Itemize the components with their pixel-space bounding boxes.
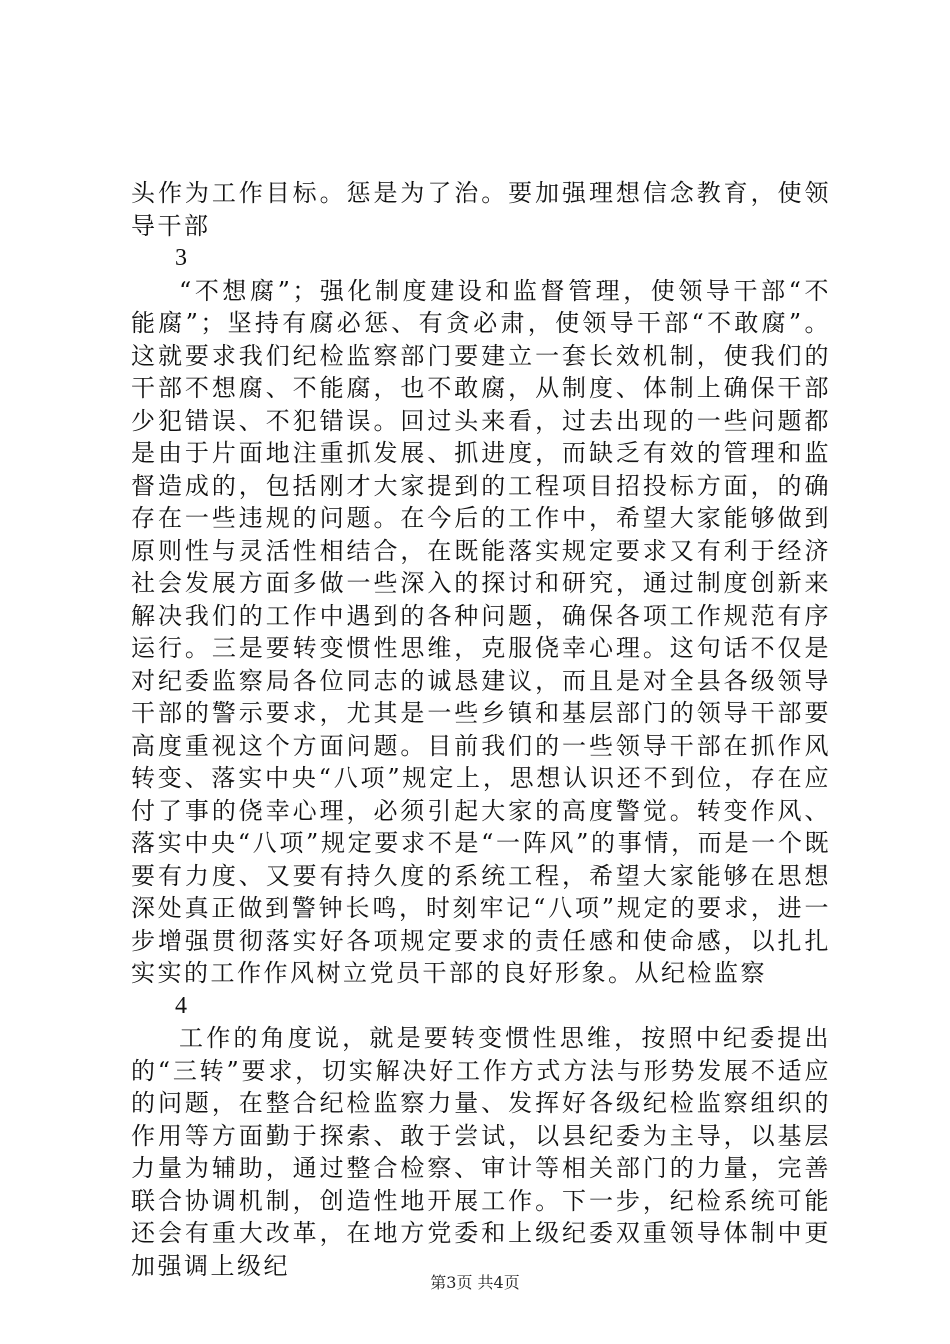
page-footer: 第3页 共4页 xyxy=(430,1273,520,1292)
document-body xyxy=(131,177,831,1282)
page-marker-3: 3 xyxy=(175,245,187,271)
paragraph-main: “不想腐”；强化制度建设和监督管理，使领导干部“不能腐”；坚持有腐必惩、有贪必肃，使领导干部“不敢腐”。这就要求我们纪检监察部门要建立一套长效机制，使我们的干部不想腐、不能腐，也不敢腐，从制度、体制上确保干部少犯错误、不犯错误。回过头来看，过去出现的一些问题都是由于片面地注重抓发展、抓进度，而缺乏有效的管理和监督造成的，包括刚才大家提到的工程项目招投标方面，的确存在一些违规的问题。在今后的工作中，希望大家能够做到原则性与灵活性相结合，在既能落实规定要求又有利于经济社会发展方面多做一些深入的探讨和研究，通过制度创新来解决我们的工作中遇到的各种问题，确保各项工作规范有序运行。三是要转变惯性思维，克服侥幸心理。这句话不仅是对纪委监察局各位同志的诚恳建议，而且是对全县各级领导干部的警示要求，尤其是一些乡镇和基层部门的领导干部要高度重视这个方面问题。目前我们的一些领导干部在抓作风转变、落实中央“八项”规定上，思想认识还不到位，存在应付了事的侥幸心理，必须引起大家的高度警觉。转变作风、落实中央“八项”规定要求不是“一阵风”的事情，而是一个既要有力度、又要有持久度的系统工程，希望大家能够在思想深处真正做到警钟长鸣，时刻牢记“八项”规定的要求，进一步增强贯彻落实好各项规定要求的责任感和使命感，以扎扎实实的工作作风树立党员干部的良好形象。从纪检监察 xyxy=(131,276,831,987)
page-marker-4: 4 xyxy=(175,992,187,1019)
paragraph-opening: 头作为工作目标。惩是为了治。要加强理想信念教育，使领导干部 xyxy=(131,179,831,240)
paragraph-closing: 工作的角度说，就是要转变惯性思维，按照中纪委提出的“三转”要求，切实解决好工作方式方法与形势发展不适应的问题，在整合纪检监察力量、发挥好各级纪检监察组织的作用等方面勤于探索、敢于尝试，以县纪委为主导，以基层力量为辅助，通过整合检察、审计等相关部门的力量，完善联合协调机制，创造性地开展工作。下一步，纪检系统可能还会有重大改革，在地方党委和上级纪委双重领导体制中更加强调上级纪 xyxy=(131,1024,831,1280)
